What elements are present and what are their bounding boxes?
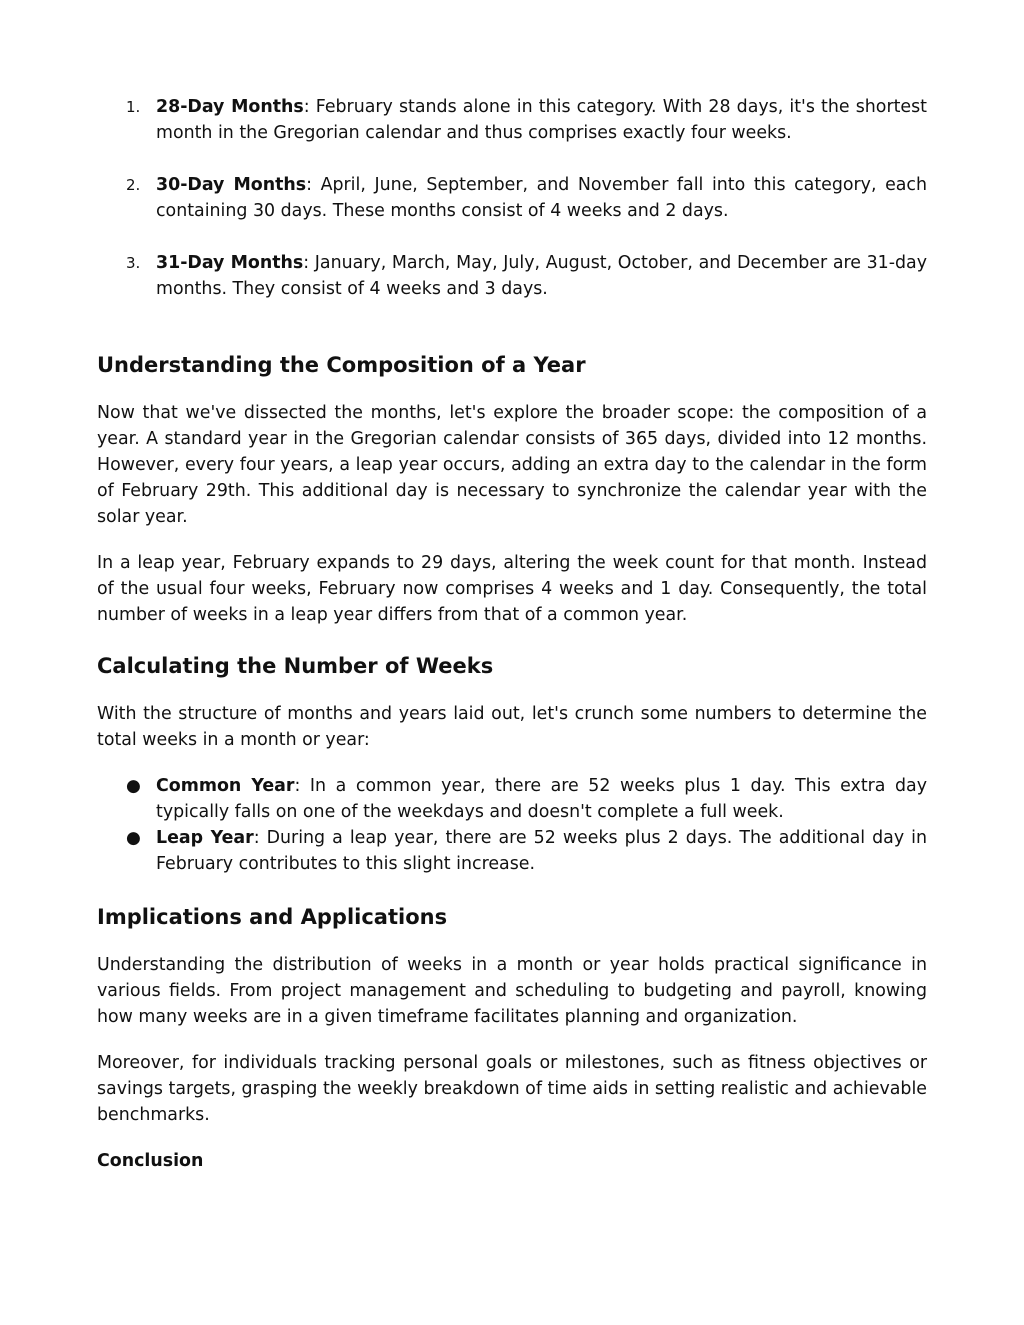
list-text: : April, June, September, and November fall into this category, each containing 30 days. These months consist of 4 weeks and 2 days. xyxy=(156,175,928,221)
list-term: 30-Day Months xyxy=(156,175,307,195)
paragraph: Now that we've dissected the months, let's explore the broader scope: the composition of a year. A standard year in the Gregorian calendar consists of 365 days, divided into 12 months. However, every four years, a leap year occurs, adding an extra day to the calendar in the form of February 29th. This additional day is necessary to synchronize the calendar year with the solar year. xyxy=(97,403,927,527)
section-heading-composition: Understanding the Composition of a Year xyxy=(97,353,586,377)
list-text: : In a common year, there are 52 weeks plus 1 day. This extra day typically falls on one of the weekdays and doesn't complete a full week. xyxy=(156,776,928,822)
list-number: 3. xyxy=(126,254,141,272)
list-term: 31-Day Months xyxy=(156,253,304,273)
month-types-list xyxy=(97,94,927,302)
list-item xyxy=(97,250,927,302)
section-heading-implications: Implications and Applications xyxy=(97,905,448,929)
conclusion-heading: Conclusion xyxy=(97,1151,204,1171)
list-text: : January, March, May, July, August, October, and December are 31-day months. They consist of 4 weeks and 3 days. xyxy=(156,253,928,299)
list-item xyxy=(97,172,927,224)
paragraph: In a leap year, February expands to 29 days, altering the week count for that month. Instead of the usual four weeks, February now comprises 4 weeks and 1 day. Consequently, the total number of weeks in a leap year differs from that of a common year. xyxy=(97,553,927,625)
list-item xyxy=(97,773,927,825)
document-page xyxy=(97,94,927,1174)
list-text: : During a leap year, there are 52 weeks plus 2 days. The additional day in February contributes to this slight increase. xyxy=(156,828,927,874)
paragraph: Understanding the distribution of weeks in a month or year holds practical significance in various fields. From project management and scheduling to budgeting and payroll, knowing how many weeks are in a given timeframe facilitates planning and organization. xyxy=(97,955,927,1027)
list-term: 28-Day Months xyxy=(156,97,304,117)
list-number: 1. xyxy=(126,98,141,116)
paragraph: Moreover, for individuals tracking personal goals or milestones, such as fitness objectives or savings targets, grasping the weekly breakdown of time aids in setting realistic and achievable benchmarks. xyxy=(97,1053,927,1125)
section-heading-calculating: Calculating the Number of Weeks xyxy=(97,654,494,678)
bullet-marker: ● xyxy=(126,776,141,796)
paragraph: With the structure of months and years laid out, let's crunch some numbers to determine the total weeks in a month or year: xyxy=(97,704,927,750)
list-text: : February stands alone in this category. With 28 days, it's the shortest month in the Gregorian calendar and thus comprises exactly four weeks. xyxy=(156,97,927,143)
list-term: Common Year xyxy=(156,776,295,796)
bullet-marker: ● xyxy=(126,828,141,848)
list-item xyxy=(97,825,927,877)
list-number: 2. xyxy=(126,176,141,194)
list-item xyxy=(97,94,927,146)
year-types-list xyxy=(97,773,927,877)
list-term: Leap Year xyxy=(156,828,254,848)
